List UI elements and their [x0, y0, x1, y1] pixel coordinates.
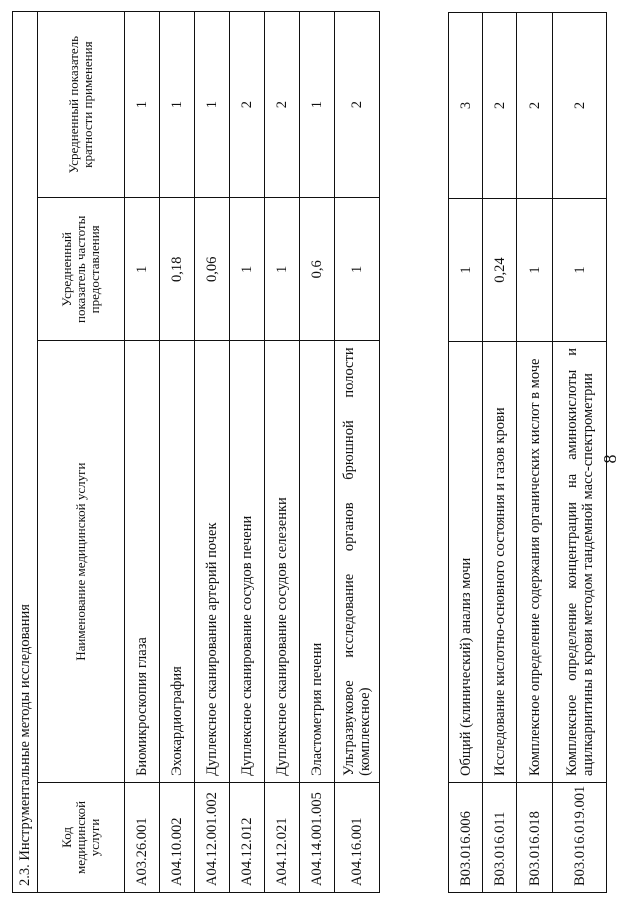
service-code-cell: B03.016.018: [517, 783, 553, 893]
service-name-cell: Общий (клинический) анализ мочи: [449, 342, 483, 783]
service-code-cell: A04.14.001.005: [300, 782, 335, 892]
multiplicity-cell: 2: [335, 12, 380, 198]
header-name: Наименование медицинской услуги: [38, 341, 125, 782]
service-code-cell: B03.016.019.001: [553, 783, 607, 893]
multiplicity-cell: 1: [195, 12, 230, 198]
service-code-cell: A04.12.001.002: [195, 782, 230, 892]
section-title-row: [13, 12, 38, 893]
service-name-cell: Комплексное определение концентрации на аминокислоты и ацилкарнитины в крови методом тандемной масс-спектрометрии: [553, 342, 607, 783]
section-title: 2.3. Инструментальные методы исследования: [13, 12, 38, 893]
table-row: [265, 12, 300, 893]
page-number: 8: [600, 454, 620, 464]
service-code-cell: B03.016.006: [449, 783, 483, 893]
table-row: [300, 12, 335, 893]
service-name-cell: Исследование кислотно-основного состояния и газов крови: [483, 342, 517, 783]
multiplicity-cell: 3: [449, 13, 483, 199]
frequency-cell: 1: [449, 199, 483, 342]
multiplicity-cell: 2: [517, 13, 553, 199]
service-code-cell: A03.26.001: [125, 782, 160, 892]
table-row: [335, 12, 380, 893]
header-multiplicity: Усредненный показатель кратности применения: [38, 12, 125, 198]
instrumental-methods-table: [12, 11, 380, 893]
multiplicity-cell: 2: [553, 13, 607, 199]
table-row: [449, 13, 483, 893]
frequency-cell: 1: [230, 198, 265, 341]
table-row: [553, 13, 607, 893]
service-name-cell: Дуплексное сканирование сосудов селезенки: [265, 341, 300, 782]
frequency-cell: 1: [553, 199, 607, 342]
frequency-cell: 0,6: [300, 198, 335, 341]
service-code-cell: A04.10.002: [160, 782, 195, 892]
multiplicity-cell: 2: [483, 13, 517, 199]
frequency-cell: 1: [265, 198, 300, 341]
table-row: [195, 12, 230, 893]
service-code-cell: B03.016.011: [483, 783, 517, 893]
laboratory-methods-table: [448, 12, 607, 893]
frequency-cell: 0,24: [483, 199, 517, 342]
service-code-cell: A04.12.021: [265, 782, 300, 892]
service-name-cell: Комплексное определение содержания органических кислот в моче: [517, 342, 553, 783]
service-name-cell: Эластометрия печени: [300, 341, 335, 782]
table-row: [160, 12, 195, 893]
table-row: [230, 12, 265, 893]
service-name-cell: Ультразвуковое исследование органов брюшной полости (комплексное): [335, 341, 380, 782]
service-name-cell: Дуплексное сканирование артерий почек: [195, 341, 230, 782]
service-code-cell: A04.12.012: [230, 782, 265, 892]
multiplicity-cell: 1: [300, 12, 335, 198]
table-row: [483, 13, 517, 893]
frequency-cell: 1: [517, 199, 553, 342]
multiplicity-cell: 1: [160, 12, 195, 198]
service-name-cell: Дуплексное сканирование сосудов печени: [230, 341, 265, 782]
table-row: [517, 13, 553, 893]
frequency-cell: 0,06: [195, 198, 230, 341]
service-name-cell: Эхокардиография: [160, 341, 195, 782]
multiplicity-cell: 2: [265, 12, 300, 198]
frequency-cell: 1: [335, 198, 380, 341]
header-frequency: Усредненный показатель частоты предоставления: [38, 198, 125, 341]
multiplicity-cell: 1: [125, 12, 160, 198]
multiplicity-cell: 2: [230, 12, 265, 198]
table-header-row: [38, 12, 125, 893]
header-code: Код медицинской услуги: [38, 782, 125, 892]
service-code-cell: A04.16.001: [335, 782, 380, 892]
frequency-cell: 1: [125, 198, 160, 341]
frequency-cell: 0,18: [160, 198, 195, 341]
table-row: [125, 12, 160, 893]
service-name-cell: Биомикроскопия глаза: [125, 341, 160, 782]
